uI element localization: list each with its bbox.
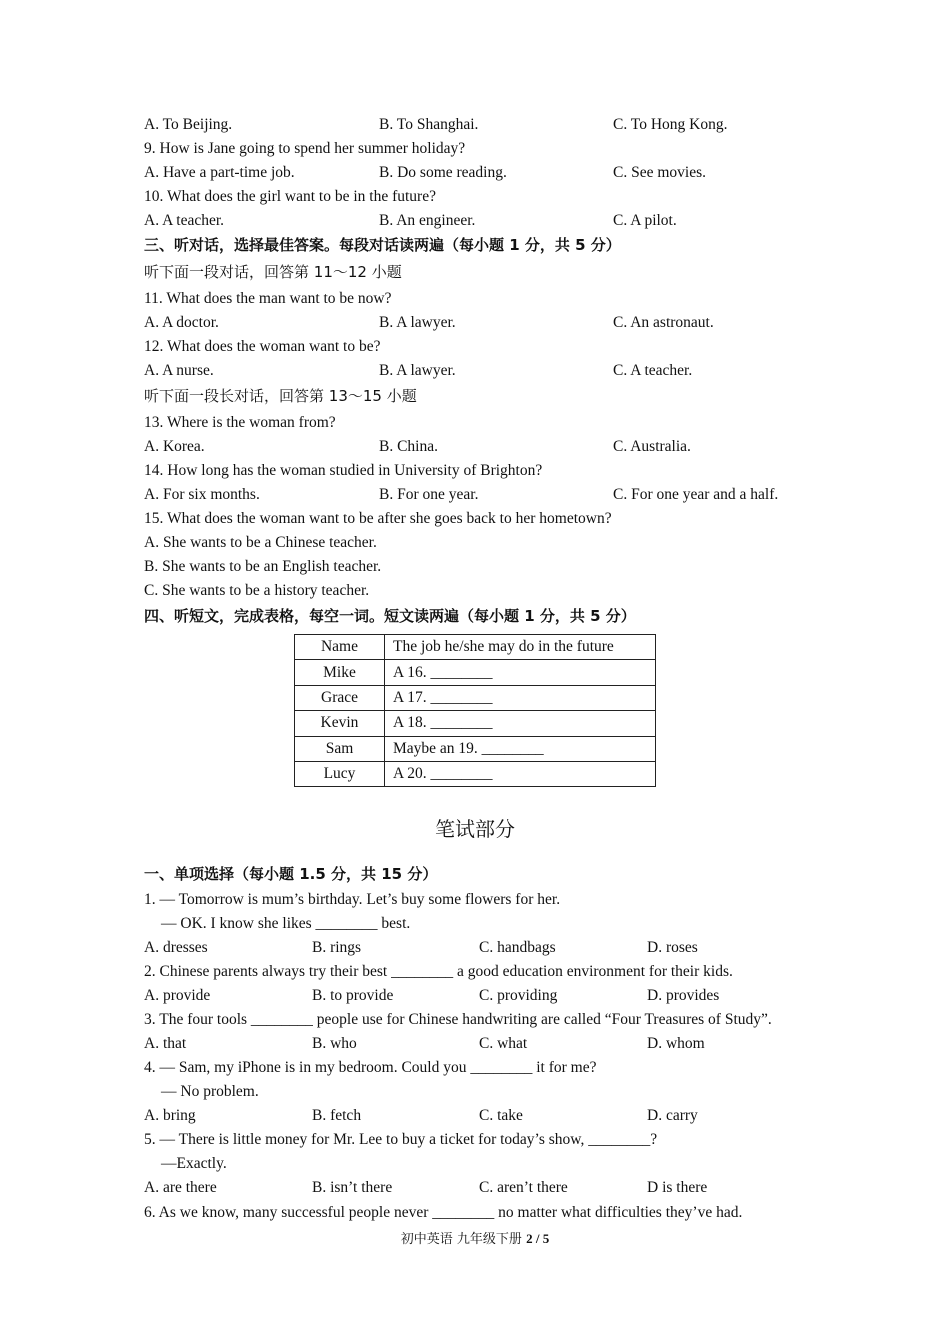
option-c: C. what — [479, 1035, 528, 1052]
table-cell-name: Kevin — [295, 711, 385, 736]
question-11: 11. What does the man want to be now? — [144, 290, 392, 307]
table-cell-job: A 16. ________ — [385, 660, 656, 685]
table-cell-job: Maybe an 19. ________ — [385, 736, 656, 761]
option-b: B. rings — [312, 939, 362, 956]
option-a: A. dresses — [144, 939, 208, 956]
written-q6: 6. As we know, many successful people never ________ no matter what difficulties they’ve had. — [144, 1204, 743, 1221]
option-b: B. fetch — [312, 1107, 362, 1124]
table-cell-name: Mike — [295, 660, 385, 685]
table-cell-job: A 17. ________ — [385, 685, 656, 710]
option-b: B. An engineer. — [379, 212, 476, 229]
option-c: C. To Hong Kong. — [613, 116, 728, 133]
option-c: C. A pilot. — [613, 212, 677, 229]
written-q1-line1: 1. — Tomorrow is mum’s birthday. Let’s buy some flowers for her. — [144, 891, 561, 908]
option-a: A. A doctor. — [144, 314, 219, 331]
q15-option-a: A. She wants to be a Chinese teacher. — [144, 534, 377, 551]
option-d: D is there — [647, 1179, 708, 1196]
question-13: 13. Where is the woman from? — [144, 414, 336, 431]
section-3-heading: 三、听对话，选择最佳答案。每段对话读两遍（每小题 1 分，共 5 分） — [144, 236, 621, 254]
question-10: 10. What does the girl want to be in the future? — [144, 188, 436, 205]
table-header-name: Name — [295, 635, 385, 660]
section-4-heading: 四、听短文，完成表格，每空一词。短文读两遍（每小题 1 分，共 5 分） — [144, 607, 636, 625]
table-row — [295, 711, 656, 736]
footer-course: 初中英语 九年级下册 — [400, 1232, 522, 1247]
table-cell-job: A 18. ________ — [385, 711, 656, 736]
option-c: C. providing — [479, 987, 558, 1004]
q15-option-c: C. She wants to be a history teacher. — [144, 582, 370, 599]
option-a: A. that — [144, 1035, 187, 1052]
option-a: A. Have a part-time job. — [144, 164, 295, 181]
written-part-title: 笔试部分 — [435, 817, 515, 841]
option-b: B. to provide — [312, 987, 394, 1004]
answer-table — [294, 634, 656, 787]
option-c: C. Australia. — [613, 438, 691, 455]
footer-page-number: 2 / 5 — [526, 1231, 550, 1246]
option-d: D. roses — [647, 939, 698, 956]
question-15: 15. What does the woman want to be after she goes back to her hometown? — [144, 510, 612, 527]
option-b: B. To Shanghai. — [379, 116, 479, 133]
table-header-row — [295, 635, 656, 660]
option-b: B. who — [312, 1035, 357, 1052]
option-a: A. provide — [144, 987, 211, 1004]
option-c: C. handbags — [479, 939, 556, 956]
option-a: A. A teacher. — [144, 212, 225, 229]
table-cell-job: A 20. ________ — [385, 761, 656, 786]
option-d: D. whom — [647, 1035, 705, 1052]
written-q4-line1: 4. — Sam, my iPhone is in my bedroom. Could you ________ it for me? — [144, 1059, 597, 1076]
option-a: A. To Beijing. — [144, 116, 233, 133]
option-a: A. bring — [144, 1107, 196, 1124]
table-row — [295, 660, 656, 685]
table-cell-name: Lucy — [295, 761, 385, 786]
table-header-job: The job he/she may do in the future — [385, 635, 656, 660]
option-b: B. Do some reading. — [379, 164, 507, 181]
option-b: B. isn’t there — [312, 1179, 393, 1196]
written-q5-line1: 5. — There is little money for Mr. Lee to buy a ticket for today’s show, ________? — [144, 1131, 658, 1148]
option-d: D. provides — [647, 987, 720, 1004]
option-b: B. A lawyer. — [379, 314, 456, 331]
question-9: 9. How is Jane going to spend her summer holiday? — [144, 140, 466, 157]
written-q5-line2: —Exactly. — [161, 1155, 227, 1172]
table-row — [295, 761, 656, 786]
q15-option-b: B. She wants to be an English teacher. — [144, 558, 382, 575]
option-c: C. take — [479, 1107, 523, 1124]
question-12: 12. What does the woman want to be? — [144, 338, 381, 355]
table-cell-name: Sam — [295, 736, 385, 761]
written-q4-line2: — No problem. — [161, 1083, 259, 1100]
option-c: C. A teacher. — [613, 362, 693, 379]
written-q1-line2: — OK. I know she likes ________ best. — [161, 915, 411, 932]
option-b: B. China. — [379, 438, 438, 455]
option-a: A. are there — [144, 1179, 217, 1196]
question-14: 14. How long has the woman studied in University of Brighton? — [144, 462, 543, 479]
table-row — [295, 736, 656, 761]
written-q2: 2. Chinese parents always try their best ________ a good education environment for their kids. — [144, 963, 733, 980]
option-b: B. For one year. — [379, 486, 479, 503]
option-a: A. Korea. — [144, 438, 205, 455]
written-section-1-heading: 一、单项选择（每小题 1.5 分，共 15 分） — [144, 865, 438, 883]
section-3-intro-1: 听下面一段对话，回答第 11～12 小题 — [144, 263, 402, 281]
option-a: A. For six months. — [144, 486, 260, 503]
table-row — [295, 685, 656, 710]
table-cell-name: Grace — [295, 685, 385, 710]
written-q3: 3. The four tools ________ people use for Chinese handwriting are called “Four Treasures of Study”. — [144, 1011, 772, 1028]
option-c: C. An astronaut. — [613, 314, 714, 331]
option-c: C. See movies. — [613, 164, 706, 181]
page-footer — [0, 1228, 950, 1247]
option-b: B. A lawyer. — [379, 362, 456, 379]
option-a: A. A nurse. — [144, 362, 214, 379]
option-d: D. carry — [647, 1107, 698, 1124]
section-3-intro-2: 听下面一段长对话，回答第 13～15 小题 — [144, 387, 417, 405]
option-c: C. For one year and a half. — [613, 486, 779, 503]
option-c: C. aren’t there — [479, 1179, 568, 1196]
